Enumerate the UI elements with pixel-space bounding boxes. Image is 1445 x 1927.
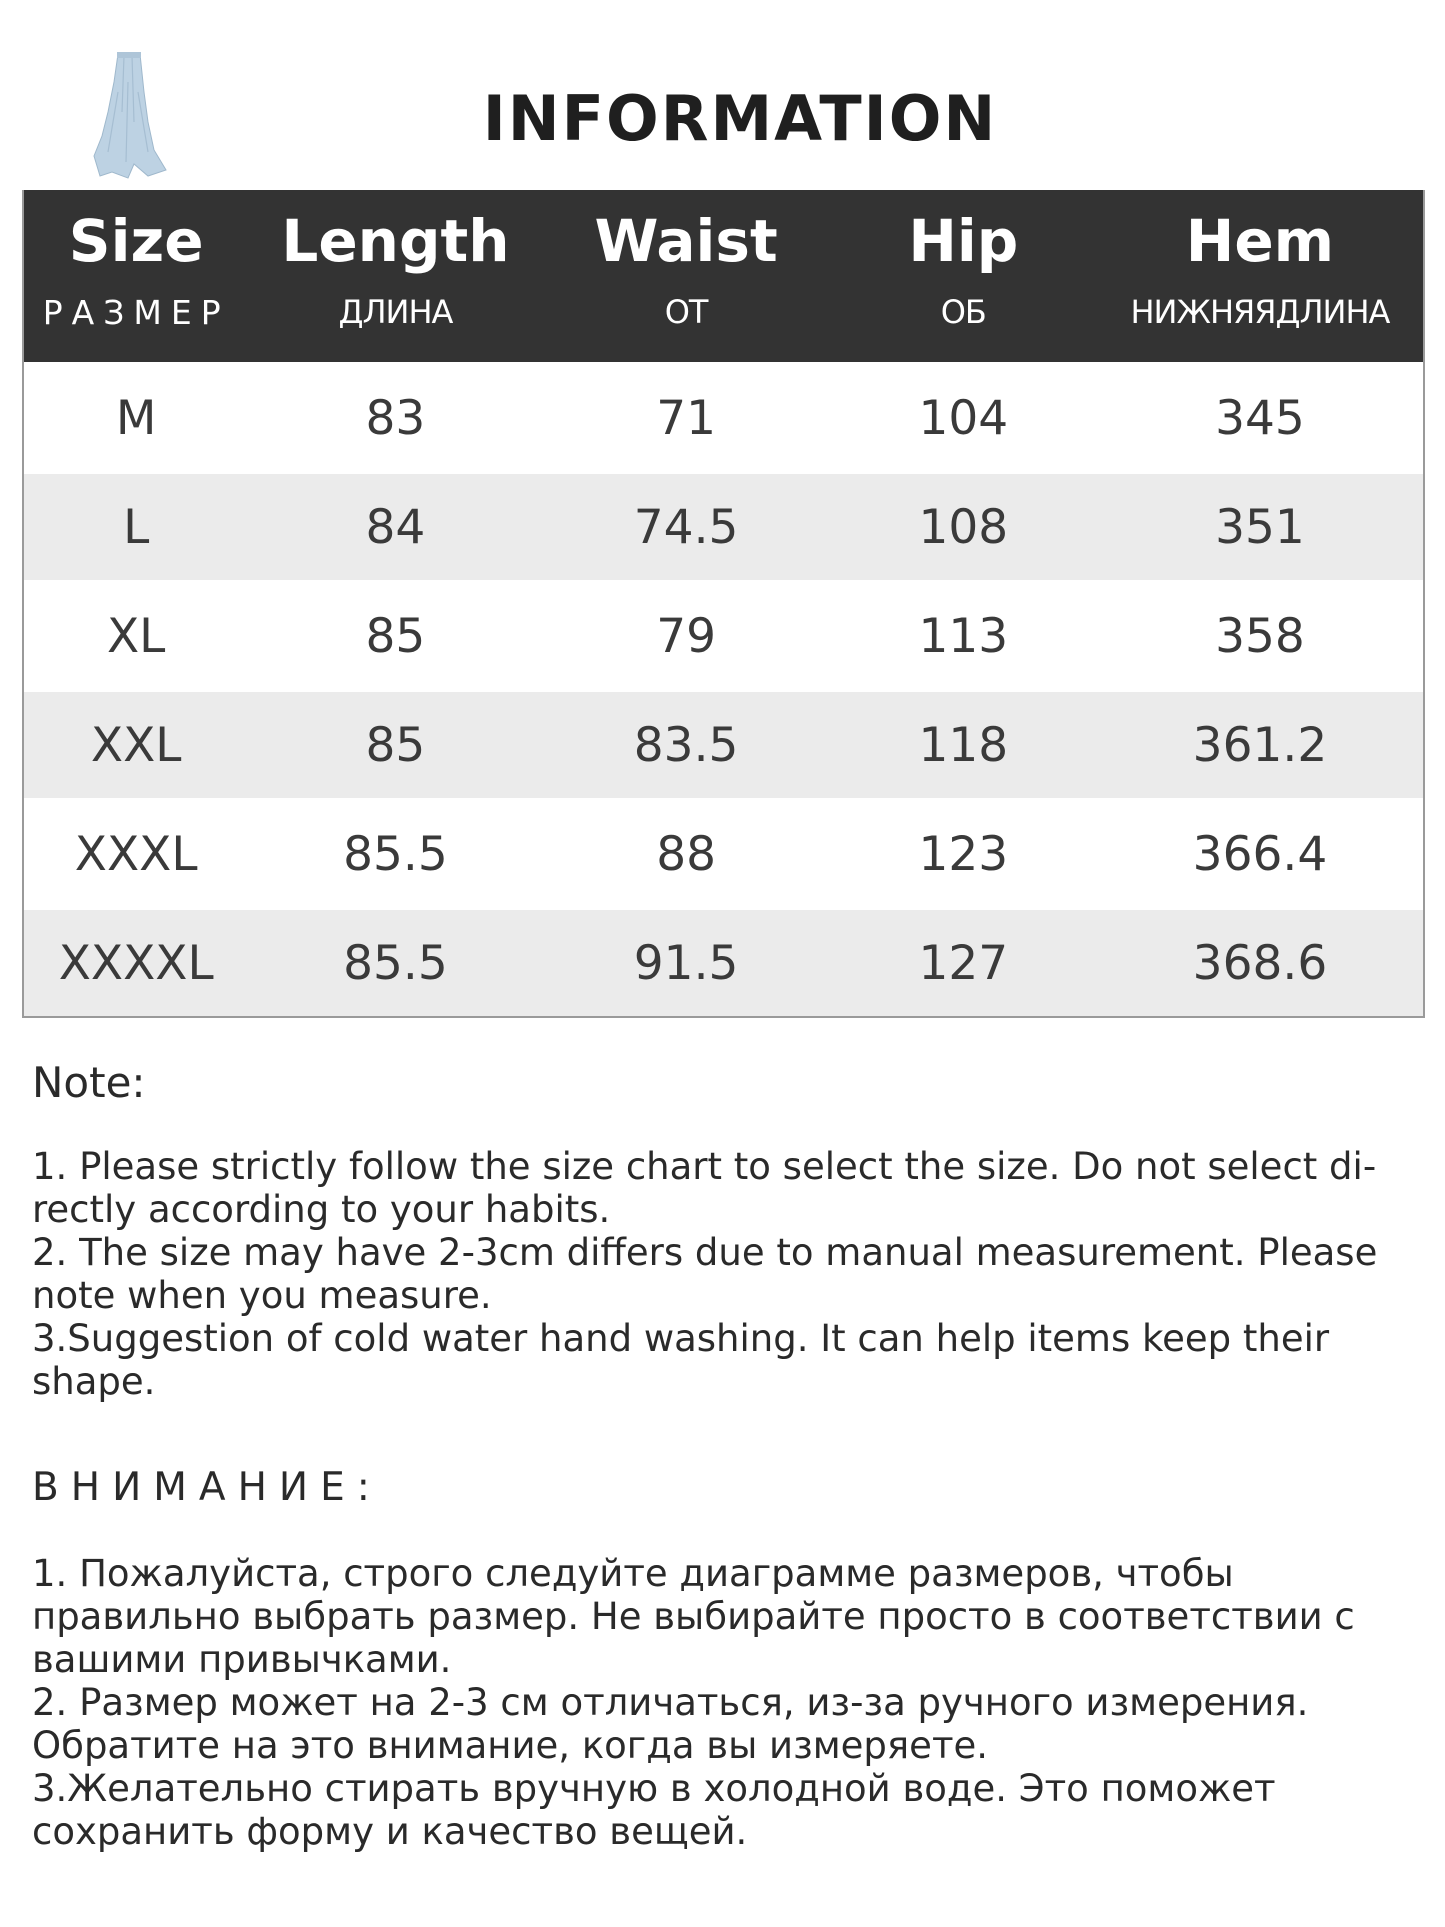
- cell-hip: 118: [918, 717, 1009, 773]
- cell-size: XL: [106, 608, 166, 664]
- cell-waist: 83.5: [633, 717, 739, 773]
- note-list-ru: [32, 1552, 1422, 1853]
- header-waist: [543, 190, 830, 362]
- header-sublabel: ДЛИНА: [338, 293, 453, 331]
- note-item-ru: 3.Желательно стирать вручную в холодной воде. Это поможет сохранить форму и качество вещей.: [32, 1767, 1276, 1853]
- header-label: Hem: [1185, 207, 1335, 275]
- cell-size: XXL: [90, 717, 182, 773]
- page-title: INFORMATION: [482, 82, 998, 155]
- cell-waist: 79: [656, 608, 716, 664]
- header-length: [248, 190, 542, 362]
- note-list: [32, 1145, 1422, 1403]
- cell-size: XXXXL: [58, 935, 214, 991]
- header-sublabel: НИЖНЯЯДЛИНА: [1130, 293, 1390, 331]
- cell-hem: 361.2: [1192, 717, 1328, 773]
- cell-waist: 74.5: [633, 499, 739, 555]
- note-heading: Note:: [32, 1058, 146, 1107]
- cell-hem: 368.6: [1192, 935, 1328, 991]
- cell-hem: 358: [1215, 608, 1305, 664]
- note-heading-ru: ВНИМАНИЕ:: [32, 1465, 382, 1510]
- header-hem: [1097, 190, 1423, 362]
- cell-length: 85.5: [343, 826, 448, 882]
- table-header-row: [24, 190, 1423, 362]
- cell-hip: 123: [918, 826, 1009, 882]
- cell-size: XXXL: [74, 826, 198, 882]
- cell-waist: 88: [656, 826, 716, 882]
- table-row: [24, 798, 1423, 910]
- header-hip: [830, 190, 1097, 362]
- table-row: [24, 362, 1423, 474]
- cell-hem: 366.4: [1192, 826, 1328, 882]
- header-label: Length: [281, 207, 510, 275]
- header-label: Size: [68, 207, 204, 275]
- header-sublabel: ОБ: [940, 293, 986, 331]
- table-row: [24, 474, 1423, 580]
- table-row: [24, 692, 1423, 798]
- cell-length: 85: [365, 717, 426, 773]
- size-chart-table: [22, 190, 1425, 1018]
- note-item: 1. Please strictly follow the size chart to select the size. Do not select di-rectly according to your habits.: [32, 1145, 1377, 1231]
- cell-waist: 71: [656, 390, 716, 446]
- cell-waist: 91.5: [633, 935, 739, 991]
- cell-length: 85: [365, 608, 426, 664]
- cell-hip: 127: [918, 935, 1009, 991]
- note-item-ru: 2. Размер может на 2-3 см отличаться, из-за ручного измерения. Обратите на это внимание, когда вы измеряете.: [32, 1681, 1309, 1767]
- header-label: Waist: [594, 207, 778, 275]
- cell-length: 83: [365, 390, 426, 446]
- cell-size: L: [123, 499, 150, 555]
- cell-hip: 113: [918, 608, 1009, 664]
- cell-length: 85.5: [343, 935, 448, 991]
- table-row: [24, 910, 1423, 1016]
- header-label: Hip: [908, 207, 1019, 275]
- table-row: [24, 580, 1423, 692]
- header-size: [24, 190, 248, 362]
- cell-hem: 351: [1215, 499, 1305, 555]
- cell-hip: 104: [918, 390, 1009, 446]
- header-sublabel: ОТ: [664, 293, 708, 331]
- note-item-ru: 1. Пожалуйста, строго следуйте диаграмме размеров, чтобы правильно выбрать размер. Не выбирайте просто в соответствии с вашими привычками.: [32, 1552, 1355, 1681]
- cell-hem: 345: [1215, 390, 1305, 446]
- note-item: 2. The size may have 2-3cm differs due to manual measurement. Please note when you measure.: [32, 1231, 1378, 1317]
- note-item: 3.Suggestion of cold water hand washing. It can help items keep their shape.: [32, 1317, 1330, 1403]
- header-sublabel: РАЗМЕР: [42, 293, 230, 332]
- cell-size: M: [115, 390, 157, 446]
- cell-hip: 108: [918, 499, 1009, 555]
- cell-length: 84: [365, 499, 426, 555]
